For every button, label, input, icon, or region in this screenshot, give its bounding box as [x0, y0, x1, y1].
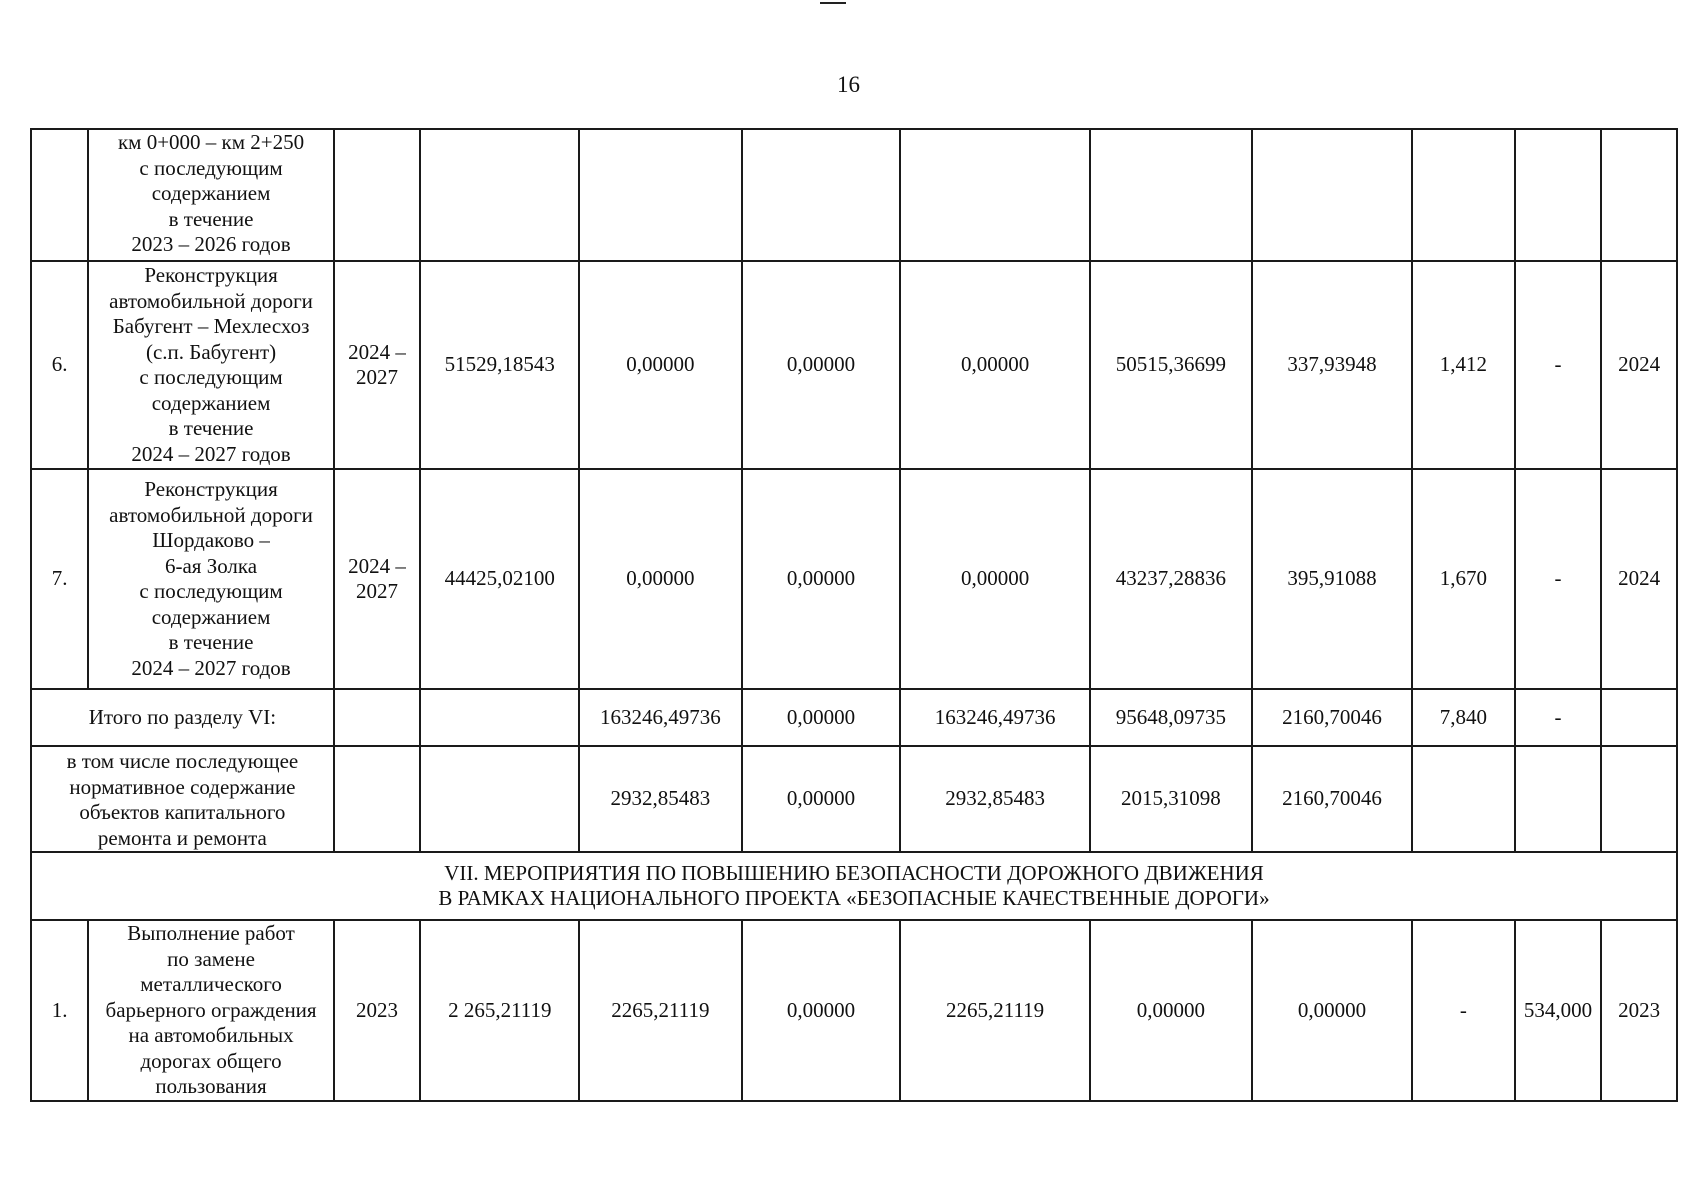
value-cell: 0,00000 [742, 920, 901, 1101]
name-line: автомобильной дороги [109, 288, 313, 313]
value-cell: 337,93948 [1252, 261, 1412, 469]
value-cell: 2160,70046 [1252, 689, 1412, 746]
value-cell: 0,00000 [579, 261, 741, 469]
total-cell: 44425,02100 [420, 469, 579, 689]
years-cell [334, 261, 421, 469]
value-cell [900, 129, 1089, 261]
years-cell [334, 129, 421, 261]
row-number-cell: 7. [31, 469, 88, 689]
value-cell: - [1515, 469, 1602, 689]
name-line: в течение [168, 416, 254, 440]
name-line: содержанием [151, 390, 271, 415]
section-heading [31, 852, 1677, 920]
value-cell: 2932,85483 [579, 746, 741, 852]
name-line: пользования [155, 1074, 267, 1098]
value-cell: 0,00000 [742, 469, 901, 689]
value-cell [1515, 129, 1602, 261]
value-cell: - [1412, 920, 1515, 1101]
subtotal-label: Итого по разделу VI: [31, 689, 334, 746]
section-heading-row [31, 852, 1677, 920]
name-line: содержанием [151, 181, 271, 205]
years-line: 2024 – [348, 553, 406, 578]
value-cell: 395,91088 [1252, 469, 1412, 689]
name-line: (с.п. Бабугент) [145, 339, 277, 364]
object-name-cell [88, 469, 333, 689]
name-line: 2024 – 2027 годов [131, 441, 291, 466]
years-cell: 2023 [334, 920, 421, 1101]
name-line: содержанием [151, 604, 271, 629]
total-cell [420, 689, 579, 746]
value-cell: 43237,28836 [1090, 469, 1252, 689]
name-line: по замене [167, 946, 255, 971]
value-cell: 1,670 [1412, 469, 1515, 689]
name-line: в течение [168, 630, 254, 654]
years-line: 2027 [356, 579, 399, 603]
table-row [31, 129, 1677, 261]
value-cell: 0,00000 [900, 261, 1089, 469]
total-cell [420, 746, 579, 852]
value-cell: 2265,21119 [900, 920, 1089, 1101]
value-cell [1601, 129, 1677, 261]
value-cell: - [1515, 261, 1602, 469]
value-cell [1252, 129, 1412, 261]
row-number-cell [31, 129, 88, 261]
name-line: 2023 – 2026 годов [131, 232, 291, 256]
value-cell [1412, 129, 1515, 261]
value-cell: 7,840 [1412, 689, 1515, 746]
years-line: 2027 [356, 365, 399, 389]
maintenance-row [31, 746, 1677, 852]
section-heading-line: В РАМКАХ НАЦИОНАЛЬНОГО ПРОЕКТА «БЕЗОПАСНЫЕ КАЧЕСТВЕННЫЕ ДОРОГИ» [438, 886, 1270, 910]
name-line: Шордаково – [152, 528, 270, 552]
value-cell [1412, 746, 1515, 852]
label-line: нормативное содержание [69, 774, 296, 799]
value-cell: 2024 [1601, 261, 1677, 469]
value-cell: 50515,36699 [1090, 261, 1252, 469]
name-line: барьерного ограждения [105, 997, 317, 1022]
name-line: с последующим [139, 579, 283, 603]
object-name-cell [88, 920, 333, 1101]
label-line: ремонта и ремонта [97, 825, 267, 850]
value-cell [742, 129, 901, 261]
value-cell: 2024 [1601, 469, 1677, 689]
value-cell: 0,00000 [1090, 920, 1252, 1101]
maintenance-label [31, 746, 334, 852]
value-cell: 0,00000 [742, 746, 901, 852]
name-line: Реконструкция [144, 477, 278, 501]
table-row [31, 469, 1677, 689]
name-line: Выполнение работ [127, 921, 295, 945]
years-cell [334, 689, 421, 746]
page-number: 16 [837, 72, 860, 97]
label-line: в том числе последующее [66, 749, 299, 773]
top-edge-mark [820, 0, 846, 4]
value-cell: 2015,31098 [1090, 746, 1252, 852]
label-line: объектов капитального [79, 800, 286, 824]
value-cell: 0,00000 [1252, 920, 1412, 1101]
value-cell: 2160,70046 [1252, 746, 1412, 852]
value-cell [1090, 129, 1252, 261]
value-cell [579, 129, 741, 261]
value-cell: 2932,85483 [900, 746, 1089, 852]
name-line: в течение [168, 206, 254, 231]
value-cell: 0,00000 [900, 469, 1089, 689]
object-name-cell [88, 129, 333, 261]
years-cell [334, 469, 421, 689]
value-cell: 0,00000 [742, 261, 901, 469]
name-line: металлического [140, 972, 282, 996]
object-name-cell [88, 261, 333, 469]
value-cell: - [1515, 689, 1602, 746]
years-cell [334, 746, 421, 852]
value-cell: 163246,49736 [900, 689, 1089, 746]
row-number-cell: 6. [31, 261, 88, 469]
road-works-table [30, 128, 1678, 1102]
table-row [31, 261, 1677, 469]
name-line: с последующим [139, 365, 283, 389]
name-line: 6-ая Золка [164, 553, 258, 578]
name-line: 2024 – 2027 годов [131, 655, 291, 680]
value-cell [1601, 689, 1677, 746]
subtotal-row [31, 689, 1677, 746]
name-line: дорогах общего [140, 1048, 282, 1073]
value-cell: 163246,49736 [579, 689, 741, 746]
total-cell [420, 129, 579, 261]
name-line: на автомобильных [128, 1023, 294, 1047]
total-cell: 51529,18543 [420, 261, 579, 469]
total-cell: 2 265,21119 [420, 920, 579, 1101]
name-line: км 0+000 – км 2+250 [117, 130, 305, 154]
section-heading-line: VII. МЕРОПРИЯТИЯ ПО ПОВЫШЕНИЮ БЕЗОПАСНОСТИ ДОРОЖНОГО ДВИЖЕНИЯ [444, 861, 1264, 885]
value-cell: 95648,09735 [1090, 689, 1252, 746]
value-cell: 0,00000 [742, 689, 901, 746]
name-line: с последующим [139, 155, 283, 180]
value-cell [1601, 746, 1677, 852]
table-row [31, 920, 1677, 1101]
value-cell: 1,412 [1412, 261, 1515, 469]
name-line: автомобильной дороги [109, 502, 313, 527]
name-line: Реконструкция [144, 263, 278, 287]
years-line: 2024 – [348, 339, 406, 364]
value-cell: 2265,21119 [579, 920, 741, 1101]
row-number-cell: 1. [31, 920, 88, 1101]
value-cell: 534,000 [1515, 920, 1602, 1101]
value-cell [1515, 746, 1602, 852]
name-line: Бабугент – Мехлесхоз [112, 314, 310, 338]
value-cell: 2023 [1601, 920, 1677, 1101]
value-cell: 0,00000 [579, 469, 741, 689]
